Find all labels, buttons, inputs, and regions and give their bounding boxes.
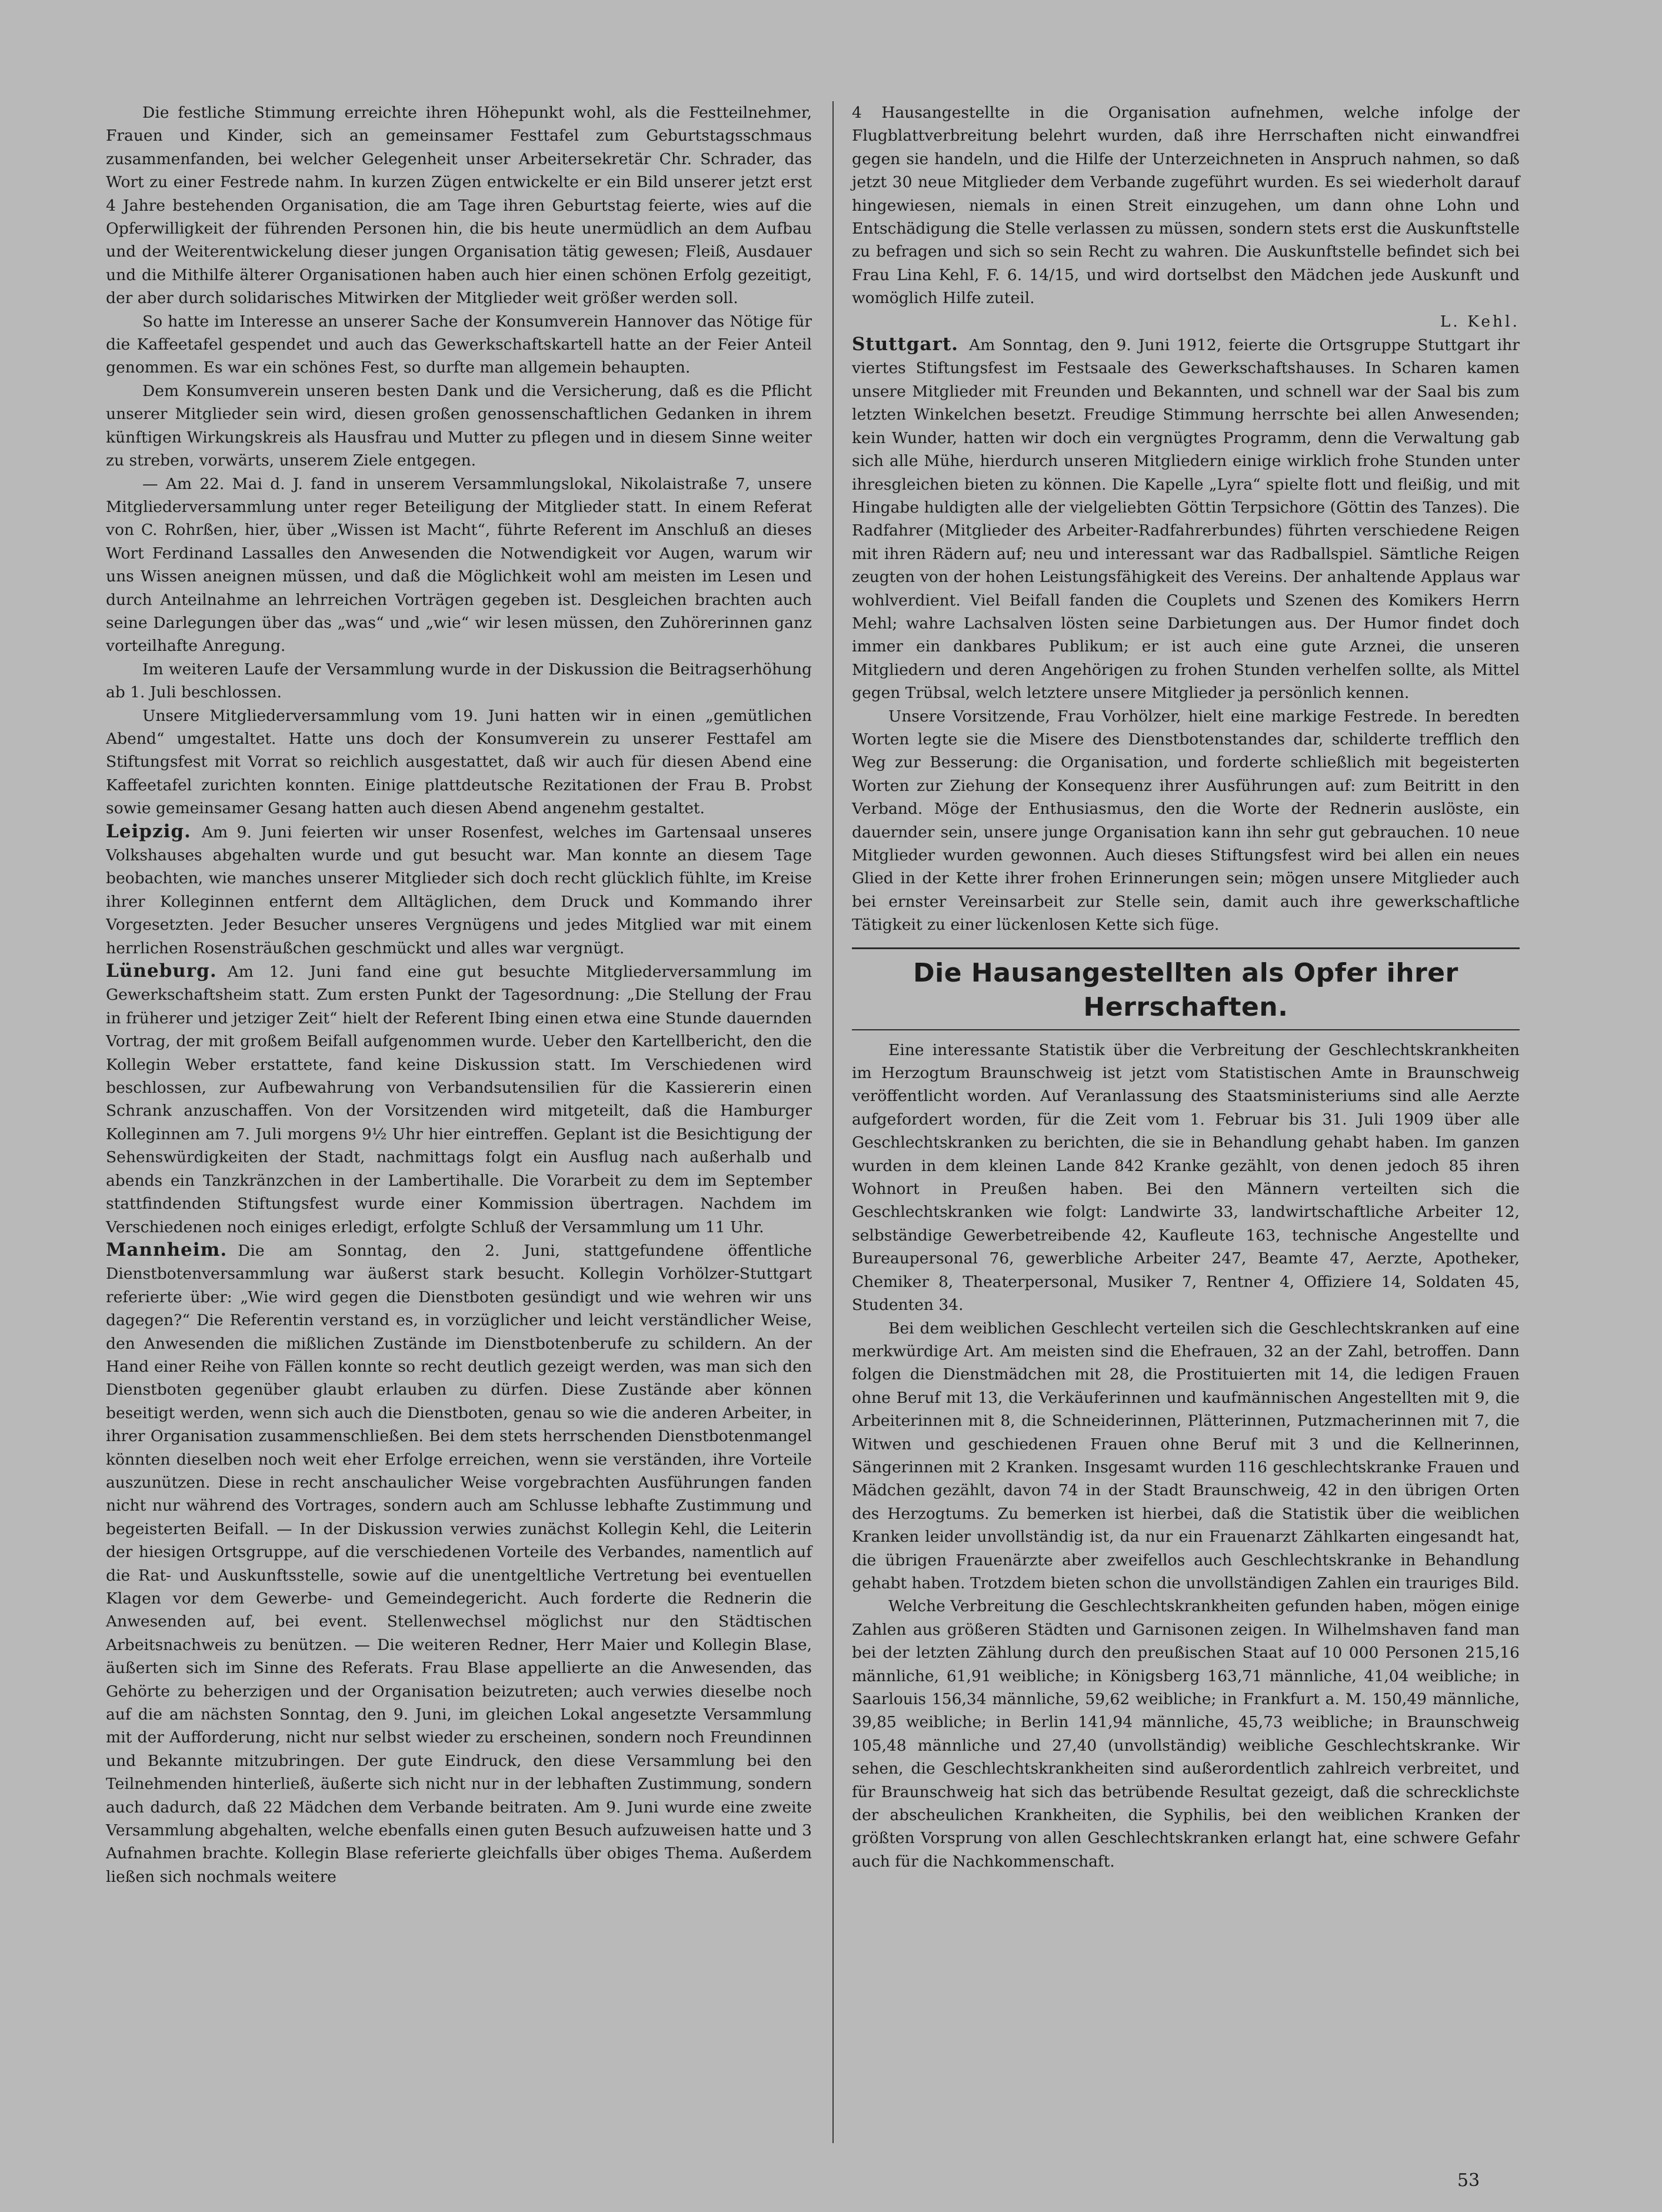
right-column (852, 101, 1520, 1873)
signature: L. Kehl. (1440, 312, 1520, 331)
article-headline: Die Hausangestellten als Opfer ihrer Herrschaften. (913, 957, 1458, 1022)
report-text: Am 9. Juni feierten wir unser Rosenfest, welches im Gartensaal unseres Volkshauses abgehalten wurde und gut besucht war. Man konnte an diesem Tage beobachten, wie manches unserer Mitglieder sich doch recht glücklich fühlte, im Kreise ihrer Kolleginnen entfernt dem Alltäglichen, dem Druck und Kommando ihrer Vorgesetzten. Jeder Besucher unseres Vergnügens und jedes Mitglied war mit einem herrlichen Rosensträußchen geschmückt und alles war vergnügt. (106, 823, 812, 957)
paragraph: Bei dem weiblichen Geschlecht verteilen sich die Geschlechtskranken auf eine merkwürdige Art. Am meisten sind die Ehefrauen, 32 an der Zahl, betroffen. Dann folgen die Dienstmädchen mit 28, die Prostituierten mit 14, die ledigen Frauen ohne Beruf mit 13, die Verkäuferinnen und kaufmännischen Angestellten mit 9, die Arbeiterinnen mit 8, die Schneiderinnen, Plätterinnen, Putzmacherinnen mit 7, die Witwen und geschiedenen Frauen ohne Beruf mit 3 und die Kellnerinnen, Sängerinnen mit 2 Kranken. Insgesamt wurden 116 geschlechtskranke Frauen und Mädchen gezählt, davon 74 in der Stadt Braunschweig, 42 in den übrigen Orten des Herzogtums. Zu bemerken ist hierbei, daß die Statistik über die weiblichen Kranken leider unvollständig ist, da nur ein Frauenarzt Zählkarten eingesandt hat, die übrigen Frauenärzte aber zweifellos auch Geschlechtskranke in Behandlung gehabt haben. Trotzdem bieten schon die unvollständigen Zahlen ein trauriges Bild. (852, 1319, 1520, 1592)
paragraph: Unsere Mitgliederversammlung vom 19. Juni hatten wir in einen „gemütlichen Abend“ umgestaltet. Hatte uns doch der Konsumverein zu unserer Festtafel am Stiftungsfest mit Vorrat so reichlich ausgestattet, daß wir auch für diesen Abend eine Kaffeetafel zurichten konnten. Einige plattdeutsche Rezitationen der Frau B. Probst sowie gemeinsamer Gesang hatten auch diesen Abend angenehm gestaltet. (106, 706, 812, 818)
report-text: Am Sonntag, den 9. Juni 1912, feierte die Ortsgruppe Stuttgart ihr viertes Stiftungsfest im Festsaale des Gewerkschaftshauses. In Scharen kamen unsere Mitglieder mit Freunden und Bekannten, und schnell war der Saal bis zum letzten Winkelchen besetzt. Freudige Stimmung herrschte bei allen Anwesenden; kein Wunder, hatten wir doch ein vergnügtes Programm, denn die Verwaltung gab sich alle Mühe, hierdurch unseren Mitgliedern einige wirklich frohe Stunden unter ihresgleichen bieten zu können. Die Kapelle „Lyra“ spielte flott und fleißig, und mit Hingabe huldigten alle der vielgeliebten Göttin Terpsichore (Göttin des Tanzes). Die Radfahrer (Mitglieder des Arbeiter-Radfahrerbundes) führten verschiedene Reigen mit ihren Rädern auf; neu und interessant war das Radballspiel. Sämtliche Reigen zeugten von der hohen Leistungsfähigkeit des Vereins. Der anhaltende Applaus war wohlverdient. Viel Beifall fanden die Couplets und Szenen des Komikers Herrn Mehl; wahre Lachsalven lösten seine Darbietungen aus. Der Humor findet doch immer ein dankbares Publikum; er ist auch eine gute Arznei, die unseren Mitgliedern und deren Angehörigen zu frohen Stunden verhelfen sollte, als Mittel gegen Trübsal, welch letztere unsere Mitglieder ja persönlich kennen. (852, 336, 1520, 703)
paragraph: Die festliche Stimmung erreichte ihren Höhepunkt wohl, als die Festteilnehmer, Frauen und Kinder, sich an gemeinsamer Festtafel zum Geburtstagsschmaus zusammenfanden, bei welcher Gelegenheit unser Arbeitersekretär Chr. Schrader, das Wort zu einer Festrede nahm. In kurzen Zügen entwickelte er ein Bild unserer jetzt erst 4 Jahre bestehenden Organisation, die am Tage ihren Geburtstag feierte, wies auf die Opferwilligkeit der führenden Personen hin, die bis heute unermüdlich an dem Aufbau und der Weiterentwickelung dieser jungen Organisation tätig gewesen; Fleiß, Ausdauer und die Mithilfe älterer Organisationen haben auch hier einen schönen Erfolg gezeitigt, der aber durch solidarisches Mitwirken der Mitglieder weit größer werden soll. (106, 104, 812, 308)
place-name: Mannheim. (106, 1239, 228, 1260)
place-name: Stuttgart. (852, 334, 959, 355)
column-divider (832, 101, 834, 2143)
paragraph: Im weiteren Laufe der Versammlung wurde in der Diskussion die Beitragserhöhung ab 1. Juli beschlossen. (106, 660, 812, 702)
report-leipzig (106, 820, 812, 960)
place-name: Leipzig. (106, 820, 191, 842)
headline-rule (852, 1029, 1520, 1030)
report-lueneburg (106, 960, 812, 1239)
section-rule (852, 947, 1520, 949)
paragraph: Dem Konsumverein unseren besten Dank und die Versicherung, daß es die Pflicht unserer Mitglieder sein wird, diesen großen genossenschaftlichen Gedanken in ihrem künftigen Wirkungskreis als Hausfrau und Mutter zu pflegen und in diesem Sinne weiter zu streben, vorwärts, unserem Ziele entgegen. (106, 381, 812, 470)
report-mannheim (106, 1239, 812, 1888)
report-text: Am 12. Juni fand eine gut besuchte Mitgliederversammlung im Gewerkschaftsheim statt. Zum ersten Punkt der Tagesordnung: „Die Stellung der Frau in früherer und jetziger Zeit“ hielt der Referent Ibing einen etwa eine Stunde dauernden Vortrag, der mit großem Beifall aufgenommen wurde. Ueber den Kartellbericht, den die Kollegin Weber erstattete, fand keine Diskussion statt. Im Verschiedenen wird beschlossen, zur Aufbewahrung von Verbandsutensilien für die Kassiererin einen Schrank anzuschaffen. Von der Vorsitzenden wird mitgeteilt, daß die Hamburger Kolleginnen am 7. Juli morgens 9½ Uhr hier eintreffen. Geplant ist die Besichtigung der Sehenswürdigkeiten der Stadt, nachmittags folgt ein Ausflug nach außerhalb und abends ein Tanzkränzchen in der Lambertihalle. Die Vorarbeit zu dem im September stattfindenden Stiftungsfest wurde einer Kommission übertragen. Nachdem im Verschiedenen noch einiges erledigt, erfolgte Schluß der Versammlung um 11 Uhr. (106, 963, 812, 1236)
paragraph: Eine interessante Statistik über die Verbreitung der Geschlechtskrankheiten im Herzogtum Braunschweig ist jetzt vom Statistischen Amte in Braunschweig veröffentlicht worden. Auf Veranlassung des Staatsministeriums sind alle Aerzte aufgefordert worden, für die Zeit vom 1. Februar bis 31. Juli 1909 über alle Geschlechtskranken zu berichten, die sie in Behandlung gehabt haben. Im ganzen wurden in dem kleinen Lande 842 Kranke gezählt, von denen jedoch 85 ihren Wohnort in Preußen haben. Bei den Männern verteilten sich die Geschlechtskranken wie folgt: Landwirte 33, landwirtschaftliche Arbeiter 12, selbständige Gewerbetreibende 42, Kaufleute 163, technische Angestellte und Bureaupersonal 76, gewerbliche Arbeiter 247, Beamte 47, Aerzte, Apotheker, Chemiker 8, Theaterpersonal, Musiker 7, Rentner 4, Offiziere 14, Soldaten 45, Studenten 34. (852, 1040, 1520, 1315)
left-column (106, 101, 812, 1888)
report-text: Die am Sonntag, den 2. Juni, stattgefundene öffentliche Dienstbotenversammlung war äußerst stark besucht. Kollegin Vorhölzer-Stuttgart referierte über: „Wie wird gegen die Dienstboten gesündigt und wie wehren wir uns dagegen?“ Die Referentin verstand es, in vorzüglicher und leicht verständlicher Weise, den Anwesenden die mißlichen Zustände im Dienstbotenberufe zu schildern. An der Hand einer Reihe von Fällen konnte so recht deutlich gezeigt werden, was man sich den Dienstboten gegenüber glaubt erlauben zu dürfen. Diese Zustände aber können beseitigt werden, wenn sich auch die Dienstboten, genau so wie die anderen Arbeiter, in ihrer Organisation zusammenschließen. Bei dem stets herrschenden Dienstbotenmangel könnten dieselben noch weit eher Erfolge erreichen, wenn sie verständen, ihre Vorteile auszunützen. Diese in recht anschaulicher Weise vorgebrachten Ausführungen fanden nicht nur während des Vortrages, sondern auch am Schlusse lebhafte Zustimmung und begeisterten Beifall. — In der Diskussion verwies zunächst Kollegin Kehl, die Leiterin der hiesigen Ortsgruppe, auf die verschiedenen Vorteile des Verbandes, namentlich auf die Rat- und Auskunftsstelle, sowie auf die unentgeltliche Vertretung bei eventuellen Klagen vor dem Gewerbe- und Gemeindegericht. Auch forderte die Rednerin die Anwesenden auf, bei event. Stellenwechsel möglichst nur den Städtischen Arbeitsnachweis zu benützen. — Die weiteren Redner, Herr Maier und Kollegin Blase, äußerten sich im Sinne des Referats. Frau Blase appellierte an die Anwesenden, das Gehörte zu beherzigen und der Organisation beizutreten; auch verwies dieselbe noch auf die am nächsten Sonntag, den 9. Juni, im gleichen Lokal angesetzte Versammlung mit der Aufforderung, nicht nur selbst wieder zu erscheinen, sondern noch Freundinnen und Bekannte mitzubringen. Der gute Eindruck, den diese Versammlung bei den Teilnehmenden hinterließ, äußerte sich nicht nur in der lebhaften Zustimmung, sondern auch dadurch, daß 22 Mädchen dem Verbande beitraten. Am 9. Juni wurde eine zweite Versammlung abgehalten, welche ebenfalls einen guten Besuch aufzuweisen hatte und 3 Aufnahmen brachte. Kollegin Blase referierte gleichfalls über obiges Thema. Außerdem ließen sich nochmals weitere (106, 1241, 812, 1886)
page-number: 53 (1457, 2170, 1480, 2191)
paragraph: — Am 22. Mai d. J. fand in unserem Versammlungslokal, Nikolaistraße 7, unsere Mitgliederversammlung unter reger Beteiligung der Mitglieder statt. In einem Referat von C. Rohrßen, hier, über „Wissen ist Macht“, führte Referent im Anschluß an dieses Wort Ferdinand Lassalles den Anwesenden die Notwendigkeit vor Augen, warum wir uns Wissen aneignen müssen, und daß die Möglichkeit wohl am meisten im Lesen und durch Anteilnahme an lehrreichen Vorträgen gegeben ist. Desgleichen brachten auch seine Darlegungen über das „was“ und „wie“ wir lesen müssen, den Zuhörerinnen ganz vorteilhafte Anregung. (106, 474, 812, 656)
paragraph: Unsere Vorsitzende, Frau Vorhölzer, hielt eine markige Festrede. In beredten Worten legte sie die Misere des Dienstbotenstandes dar, schilderte trefflich den Weg zur Besserung: die Organisation, und forderte schließlich mit begeisterten Worten zur Ziehung der Konsequenz ihrer Ausführungen auf: zum Beitritt in den Verband. Möge der Enthusiasmus, den die Worte der Rednerin auslöste, ein dauernder sein, unsere junge Organisation kann ihn sehr gut gebrauchen. 10 neue Mitglieder wurden gewonnen. Auch dieses Stiftungsfest wird bei allen ein neues Glied in der Kette ihrer frohen Erinnerungen sein; mögen unsere Mitglieder auch bei ernster Vereinsarbeit zur Stelle sein, damit auch ihre gewerkschaftliche Tätigkeit zu einer lückenlosen Kette sich füge. (852, 707, 1520, 934)
paragraph: 4 Hausangestellte in die Organisation aufnehmen, welche infolge der Flugblattverbreitung belehrt wurden, daß ihre Herrschaften nicht einwandfrei gegen sie handeln, und die Hilfe der Unterzeichneten in Anspruch nahmen, so daß jetzt 30 neue Mitglieder dem Verbande zugeführt wurden. Es sei wiederholt darauf hingewiesen, niemals in einen Streit einzugehen, um dann ohne Lohn und Entschädigung die Stelle verlassen zu müssen, sondern stets erst die Auskunftstelle zu befragen und sich so sein Recht zu wahren. Die Auskunftstelle befindet sich bei Frau Lina Kehl, F. 6. 14/15, und wird dortselbst den Mädchen jede Auskunft und womöglich Hilfe zuteil. (852, 104, 1520, 308)
paragraph: Welche Verbreitung die Geschlechtskrankheiten gefunden haben, mögen einige Zahlen aus größeren Städten und Garnisonen zeigen. In Wilhelmshaven fand man bei der letzten Zählung durch den preußischen Staat auf 10 000 Personen 215,16 männliche, 61,91 weibliche; in Königsberg 163,71 männliche, 41,04 weibliche; in Saarlouis 156,34 männliche, 59,62 weibliche; in Frankfurt a. M. 150,49 männliche, 39,85 weibliche; in Berlin 141,94 männliche, 45,73 weibliche; in Braunschweig 105,48 männliche und 27,40 (unvollständig) weibliche Geschlechtskranke. Wir sehen, die Geschlechtskrankheiten sind außerordentlich zahlreich verbreitet, und für Braunschweig hat sich das betrübende Resultat gezeigt, daß die schrecklichste der abscheulichen Krankheiten, die Syphilis, bei den weiblichen Kranken der größten Vorsprung von allen Geschlechtskranken erlangt hat, eine schwere Gefahr auch für die Nachkommenschaft. (852, 1597, 1520, 1871)
place-name: Lüneburg. (106, 960, 217, 982)
report-stuttgart (852, 333, 1520, 705)
paragraph: So hatte im Interesse an unserer Sache der Konsumverein Hannover das Nötige für die Kaffeetafel gespendet und auch das Gewerkschaftskartell hatte an der Feier Anteil genommen. Es war ein schönes Fest, so durfte man allgemein behaupten. (106, 312, 812, 377)
